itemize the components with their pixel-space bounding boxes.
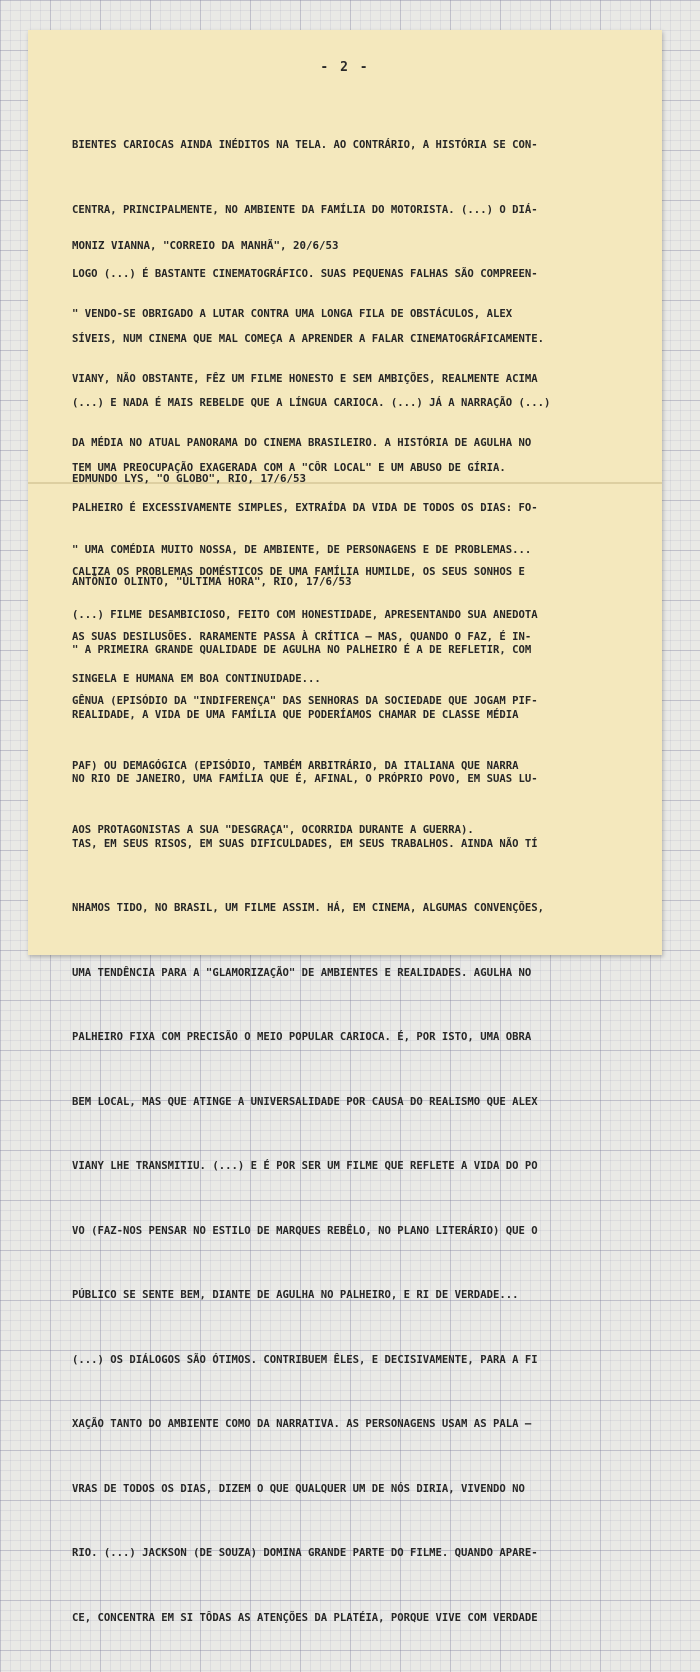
text-line: (...) E NADA É MAIS REBELDE QUE A LÍNGUA CARIOCA. (...) JÁ A NARRAÇÃO (...) bbox=[72, 397, 551, 409]
text-line: TAS, EM SEUS RISOS, EM SUAS DIFICULDADES, EM SEUS TRABALHOS. AINDA NÃO TÍ bbox=[72, 837, 538, 850]
page-number: - 2 - bbox=[320, 60, 370, 75]
text-line: TEM UMA PREOCUPAÇÃO EXAGERADA COM A "CÔR LOCAL" E UM ABUSO DE GÍRIA. bbox=[72, 461, 506, 474]
text-line: BEM LOCAL, MAS QUE ATINGE A UNIVERSALIDADE POR CAUSA DO REALISMO QUE ALEX bbox=[72, 1095, 538, 1108]
text-line: CENTRA, PRINCIPALMENTE, NO AMBIENTE DA FAMÍLIA DO MOTORISTA. (...) O DIÁ- bbox=[72, 203, 538, 216]
text-line: AS SUAS DESILUSÕES. RARAMENTE PASSA À CRÍTICA — MAS, QUANDO O FAZ, É IN- bbox=[72, 630, 532, 643]
text-line: LOGO (...) É BASTANTE CINEMATOGRÁFICO. SUAS PEQUENAS FALHAS SÃO COMPREEN- bbox=[72, 268, 538, 280]
review-2-credit: EDMUNDO LYS, "O GLOBO", RIO, 17/6/53 bbox=[72, 472, 307, 485]
text-line: DA MÉDIA NO ATUAL PANORAMA DO CINEMA BRASILEIRO. A HISTÓRIA DE AGULHA NO bbox=[72, 437, 532, 449]
text-line: BIENTES CARIOCAS AINDA INÉDITOS NA TELA. AO CONTRÁRIO, A HISTÓRIA SE CON- bbox=[72, 139, 538, 151]
text-line: XAÇÃO TANTO DO AMBIENTE COMO DA NARRATIVA. AS PERSONAGENS USAM AS PALA — bbox=[72, 1418, 532, 1430]
text-line: GÊNUA (EPISÓDIO DA "INDIFERENÇA" DAS SENHORAS DA SOCIEDADE QUE JOGAM PIF- bbox=[72, 695, 538, 707]
text-line: NHAMOS TIDO, NO BRASIL, UM FILME ASSIM. HÁ, EM CINEMA, ALGUMAS CONVENÇÕES, bbox=[72, 902, 544, 914]
text-line: " VENDO-SE OBRIGADO A LUTAR CONTRA UMA LONGA FILA DE OBSTÁCULOS, ALEX bbox=[72, 308, 513, 320]
text-line: AOS PROTAGONISTAS A SUA "DESGRAÇA", OCORRIDA DURANTE A GUERRA). bbox=[72, 824, 474, 836]
text-line: SINGELA E HUMANA EM BOA CONTINUIDADE... bbox=[72, 673, 321, 685]
text-line: " UMA COMÉDIA MUITO NOSSA, DE AMBIENTE, DE PERSONAGENS E DE PROBLEMAS... bbox=[72, 544, 532, 556]
text-line: (...) OS DIÁLOGOS SÃO ÓTIMOS. CONTRIBUEM ÊLES, E DECISIVAMENTE, PARA A FI bbox=[72, 1353, 538, 1366]
review-1-credit: MONIZ VIANNA, "CORREIO DA MANHÃ", 20/6/53 bbox=[72, 239, 339, 252]
text-line: PAF) OU DEMAGÓGICA (EPISÓDIO, TAMBÉM ARBITRÁRIO, DA ITALIANA QUE NARRA bbox=[72, 759, 519, 772]
text-line: CE, CONCENTRA EM SI TÔDAS AS ATENÇÕES DA PLATÉIA, PORQUE VIVE COM VERDADE bbox=[72, 1611, 538, 1624]
text-line: PÚBLICO SE SENTE BEM, DIANTE DE AGULHA NO PALHEIRO, E RI DE VERDADE... bbox=[72, 1289, 519, 1301]
text-line: VO (FAZ-NOS PENSAR NO ESTILO DE MARQUES REBÊLO, NO PLANO LITERÁRIO) QUE O bbox=[72, 1224, 538, 1237]
typewritten-page bbox=[28, 30, 662, 1624]
text-line: (...) FILME DESAMBICIOSO, FEITO COM HONESTIDADE, APRESENTANDO SUA ANEDOTA bbox=[72, 608, 538, 621]
text-line: RIO. (...) JACKSON (DE SOUZA) DOMINA GRANDE PARTE DO FILME. QUANDO APARE- bbox=[72, 1547, 538, 1559]
text-line: VRAS DE TODOS OS DIAS, DIZEM O QUE QUALQUER UM DE NÓS DIRIA, VIVENDO NO bbox=[72, 1482, 525, 1495]
review-3-credit: ANTÔNIO OLINTO, "ÚLTIMA HORA", RIO, 17/6/53 bbox=[72, 575, 352, 588]
text-line: PALHEIRO FIXA COM PRECISÃO O MEIO POPULAR CARIOCA. É, POR ISTO, UMA OBRA bbox=[72, 1031, 532, 1043]
text-line: PALHEIRO É EXCESSIVAMENTE SIMPLES, EXTRAÍDA DA VIDA DE TODOS OS DIAS: FO- bbox=[72, 501, 538, 514]
text-line: SÍVEIS, NUM CINEMA QUE MAL COMEÇA A APRENDER A FALAR CINEMATOGRÁFICAMENTE. bbox=[72, 332, 544, 345]
review-4-text bbox=[72, 597, 642, 1672]
text-line: " A PRIMEIRA GRANDE QUALIDADE DE AGULHA NO PALHEIRO É A DE REFLETIR, COM bbox=[72, 644, 532, 656]
text-line: VIANY LHE TRANSMITIU. (...) E É POR SER UM FILME QUE REFLETE A VIDA DO PO bbox=[72, 1160, 538, 1172]
text-line: VIANY, NÃO OBSTANTE, FÊZ UM FILME HONESTO E SEM AMBIÇÕES, REALMENTE ACIMA bbox=[72, 372, 538, 385]
text-line: NO RIO DE JANEIRO, UMA FAMÍLIA QUE É, AFINAL, O PRÓPRIO POVO, EM SUAS LU- bbox=[72, 773, 538, 785]
text-line: REALIDADE, A VIDA DE UMA FAMÍLIA QUE PODERÍAMOS CHAMAR DE CLASSE MÉDIA bbox=[72, 708, 519, 721]
text-line: UMA TENDÊNCIA PARA A "GLAMORIZAÇÃO" DE AMBIENTES E REALIDADES. AGULHA NO bbox=[72, 966, 532, 979]
text-line: CALIZA OS PROBLEMAS DOMÉSTICOS DE UMA FAMÍLIA HUMILDE, OS SEUS SONHOS E bbox=[72, 566, 525, 578]
